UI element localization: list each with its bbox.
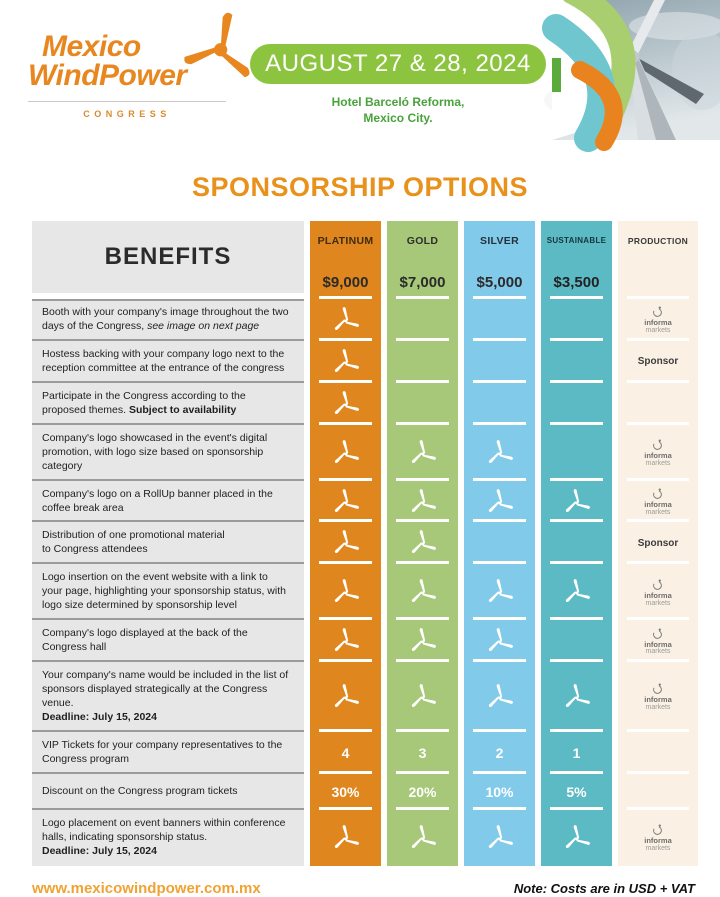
cell-platinum-row-12 <box>310 810 381 866</box>
price-production <box>618 265 698 299</box>
informa-markets-logo: informa markets <box>644 823 672 852</box>
benefit-row-3: Participate in the Congress according to the proposed themes. Subject to availability <box>32 383 304 425</box>
cell-production-row-2 <box>618 341 698 383</box>
cell-gold-row-10: 3 <box>387 732 458 774</box>
cell-gold-row-7 <box>387 564 458 620</box>
cell-gold-row-4 <box>387 425 458 481</box>
price-gold: $7,000 <box>387 265 458 299</box>
logo-line2: WindPower <box>28 59 187 93</box>
turbine-check-icon <box>560 680 594 714</box>
turbine-check-icon <box>560 575 594 609</box>
sponsorship-table <box>32 221 695 866</box>
cell-production-row-5 <box>618 481 698 523</box>
turbine-check-icon <box>329 575 363 609</box>
tier-header-sustainable: SUSTAINABLE <box>541 221 612 265</box>
benefit-row-7: Logo insertion on the event website with a link to your page, highlighting your sponsorship status, with logo size determined by sponsorship level <box>32 564 304 620</box>
turbine-check-icon <box>560 485 594 519</box>
cell-production-row-3 <box>618 383 698 425</box>
cell-sustainable-row-4 <box>541 425 612 481</box>
cell-sustainable-row-11: 5% <box>541 774 612 810</box>
tier-header-silver: SILVER <box>464 221 535 265</box>
benefit-row-12: Logo placement on event banners within conference halls, indicating sponsorship status. Deadline: July 15, 2024 <box>32 810 304 866</box>
tier-header-gold: GOLD <box>387 221 458 265</box>
cell-silver-row-8 <box>464 620 535 662</box>
cell-platinum-row-7 <box>310 564 381 620</box>
benefit-row-8: Company's logo displayed at the back of the Congress hall <box>32 620 304 662</box>
cell-silver-row-1 <box>464 299 535 341</box>
benefit-row-4: Company's logo showcased in the event's digital promotion, with logo size based on sponsorship category <box>32 425 304 481</box>
benefit-row-6: Distribution of one promotional material to Congress attendees <box>32 522 304 564</box>
cell-sustainable-row-6 <box>541 522 612 564</box>
cell-sustainable-row-3 <box>541 383 612 425</box>
cell-silver-row-12 <box>464 810 535 866</box>
turbine-check-icon <box>329 436 363 470</box>
tier-header-platinum: PLATINUM <box>310 221 381 265</box>
turbine-check-icon <box>406 575 440 609</box>
turbine-check-icon <box>483 485 517 519</box>
cell-production-row-9 <box>618 662 698 732</box>
informa-markets-logo: informa markets <box>644 578 672 607</box>
footer <box>32 880 695 897</box>
informa-markets-logo: informa markets <box>644 305 672 334</box>
cell-silver-row-9 <box>464 662 535 732</box>
cell-platinum-row-1 <box>310 299 381 341</box>
cell-production-row-12 <box>618 810 698 866</box>
turbine-check-icon <box>329 821 363 855</box>
cell-gold-row-6 <box>387 522 458 564</box>
cell-production-row-4 <box>618 425 698 481</box>
cell-production-row-1 <box>618 299 698 341</box>
cell-sustainable-row-5 <box>541 481 612 523</box>
cell-gold-row-8 <box>387 620 458 662</box>
cell-sustainable-row-8 <box>541 620 612 662</box>
cell-platinum-row-4 <box>310 425 381 481</box>
informa-markets-logo: informa markets <box>644 487 672 516</box>
cell-production-row-7 <box>618 564 698 620</box>
price-platinum: $9,000 <box>310 265 381 299</box>
cell-sustainable-row-10: 1 <box>541 732 612 774</box>
cell-platinum-row-6 <box>310 522 381 564</box>
cell-silver-row-10: 2 <box>464 732 535 774</box>
cell-silver-row-4 <box>464 425 535 481</box>
cell-platinum-row-9 <box>310 662 381 732</box>
turbine-check-icon <box>406 680 440 714</box>
cell-silver-row-5 <box>464 481 535 523</box>
turbine-check-icon <box>560 821 594 855</box>
turbine-check-icon <box>329 526 363 560</box>
turbine-check-icon <box>483 575 517 609</box>
cell-platinum-row-10: 4 <box>310 732 381 774</box>
turbine-check-icon <box>329 485 363 519</box>
venue-line1: Hotel Barceló Reforma, <box>331 95 465 109</box>
website-link[interactable]: www.mexicowindpower.com.mx <box>32 879 261 897</box>
turbine-check-icon <box>329 303 363 337</box>
mexico-windpower-logo <box>28 10 243 119</box>
logo-congress-label: CONGRESS <box>83 108 171 119</box>
informa-circle-icon <box>651 487 664 500</box>
cell-gold-row-3 <box>387 383 458 425</box>
cell-platinum-row-11: 30% <box>310 774 381 810</box>
cell-platinum-row-8 <box>310 620 381 662</box>
turbine-check-icon <box>329 680 363 714</box>
turbine-check-icon <box>406 526 440 560</box>
informa-circle-icon <box>651 305 664 318</box>
turbine-check-icon <box>406 436 440 470</box>
cost-note: Note: Costs are in USD + VAT <box>513 880 695 896</box>
cell-gold-row-9 <box>387 662 458 732</box>
cell-production-row-10 <box>618 732 698 774</box>
cell-silver-row-2 <box>464 341 535 383</box>
header <box>0 0 720 150</box>
price-silver: $5,000 <box>464 265 535 299</box>
sponsor-label: Sponsor <box>637 356 679 368</box>
benefit-row-10: VIP Tickets for your company representatives to the Congress program <box>32 732 304 774</box>
informa-markets-logo: informa markets <box>644 682 672 711</box>
price-sustainable: $3,500 <box>541 265 612 299</box>
turbine-check-icon <box>483 821 517 855</box>
benefit-row-9: Your company's name would be included in the list of sponsors displayed strategically at the Congress venue. Deadline: July 15, 2024 <box>32 662 304 732</box>
logo-line1: Mexico <box>42 30 141 63</box>
sponsor-label: Sponsor <box>637 537 679 549</box>
cell-production-row-6 <box>618 522 698 564</box>
cell-silver-row-7 <box>464 564 535 620</box>
cell-sustainable-row-2 <box>541 341 612 383</box>
tier-header-production: PRODUCTION <box>618 221 698 265</box>
turbine-check-icon <box>406 624 440 658</box>
benefit-row-1: Booth with your company's image throughout the two days of the Congress, see image on next page <box>32 299 304 341</box>
turbine-check-icon <box>483 436 517 470</box>
cell-silver-row-3 <box>464 383 535 425</box>
cell-platinum-row-5 <box>310 481 381 523</box>
cell-silver-row-6 <box>464 522 535 564</box>
turbine-check-icon <box>483 680 517 714</box>
turbine-check-icon <box>406 485 440 519</box>
date-banner: AUGUST 27 & 28, 2024 <box>250 44 546 84</box>
benefits-header: BENEFITS <box>32 221 304 299</box>
cell-gold-row-12 <box>387 810 458 866</box>
turbine-check-icon <box>406 821 440 855</box>
cell-sustainable-row-1 <box>541 299 612 341</box>
cell-platinum-row-2 <box>310 341 381 383</box>
turbine-check-icon <box>329 624 363 658</box>
cell-gold-row-1 <box>387 299 458 341</box>
cell-production-row-11 <box>618 774 698 810</box>
benefit-row-11: Discount on the Congress program tickets <box>32 774 304 810</box>
informa-circle-icon <box>651 438 664 451</box>
turbine-check-icon <box>329 345 363 379</box>
wind-turbine-photo <box>552 0 720 140</box>
benefit-row-2: Hostess backing with your company logo next to the reception committee at the entrance of the congress <box>32 341 304 383</box>
cell-production-row-8 <box>618 620 698 662</box>
informa-circle-icon <box>651 682 664 695</box>
turbine-check-icon <box>329 387 363 421</box>
cell-platinum-row-3 <box>310 383 381 425</box>
informa-circle-icon <box>651 823 664 836</box>
benefit-row-5: Company's logo on a RollUp banner placed in the coffee break area <box>32 481 304 523</box>
wind-turbine-icon <box>170 10 258 114</box>
venue-line2: Mexico City. <box>363 111 433 126</box>
turbine-check-icon <box>483 624 517 658</box>
cell-gold-row-11: 20% <box>387 774 458 810</box>
cell-sustainable-row-7 <box>541 564 612 620</box>
cell-sustainable-row-9 <box>541 662 612 732</box>
informa-markets-logo: informa markets <box>644 627 672 656</box>
informa-circle-icon <box>651 578 664 591</box>
cell-gold-row-2 <box>387 341 458 383</box>
cell-silver-row-11: 10% <box>464 774 535 810</box>
informa-markets-logo: informa markets <box>644 438 672 467</box>
cell-gold-row-5 <box>387 481 458 523</box>
informa-circle-icon <box>651 627 664 640</box>
page-title: SPONSORSHIP OPTIONS <box>191 172 529 202</box>
cell-sustainable-row-12 <box>541 810 612 866</box>
venue-text <box>250 94 546 126</box>
